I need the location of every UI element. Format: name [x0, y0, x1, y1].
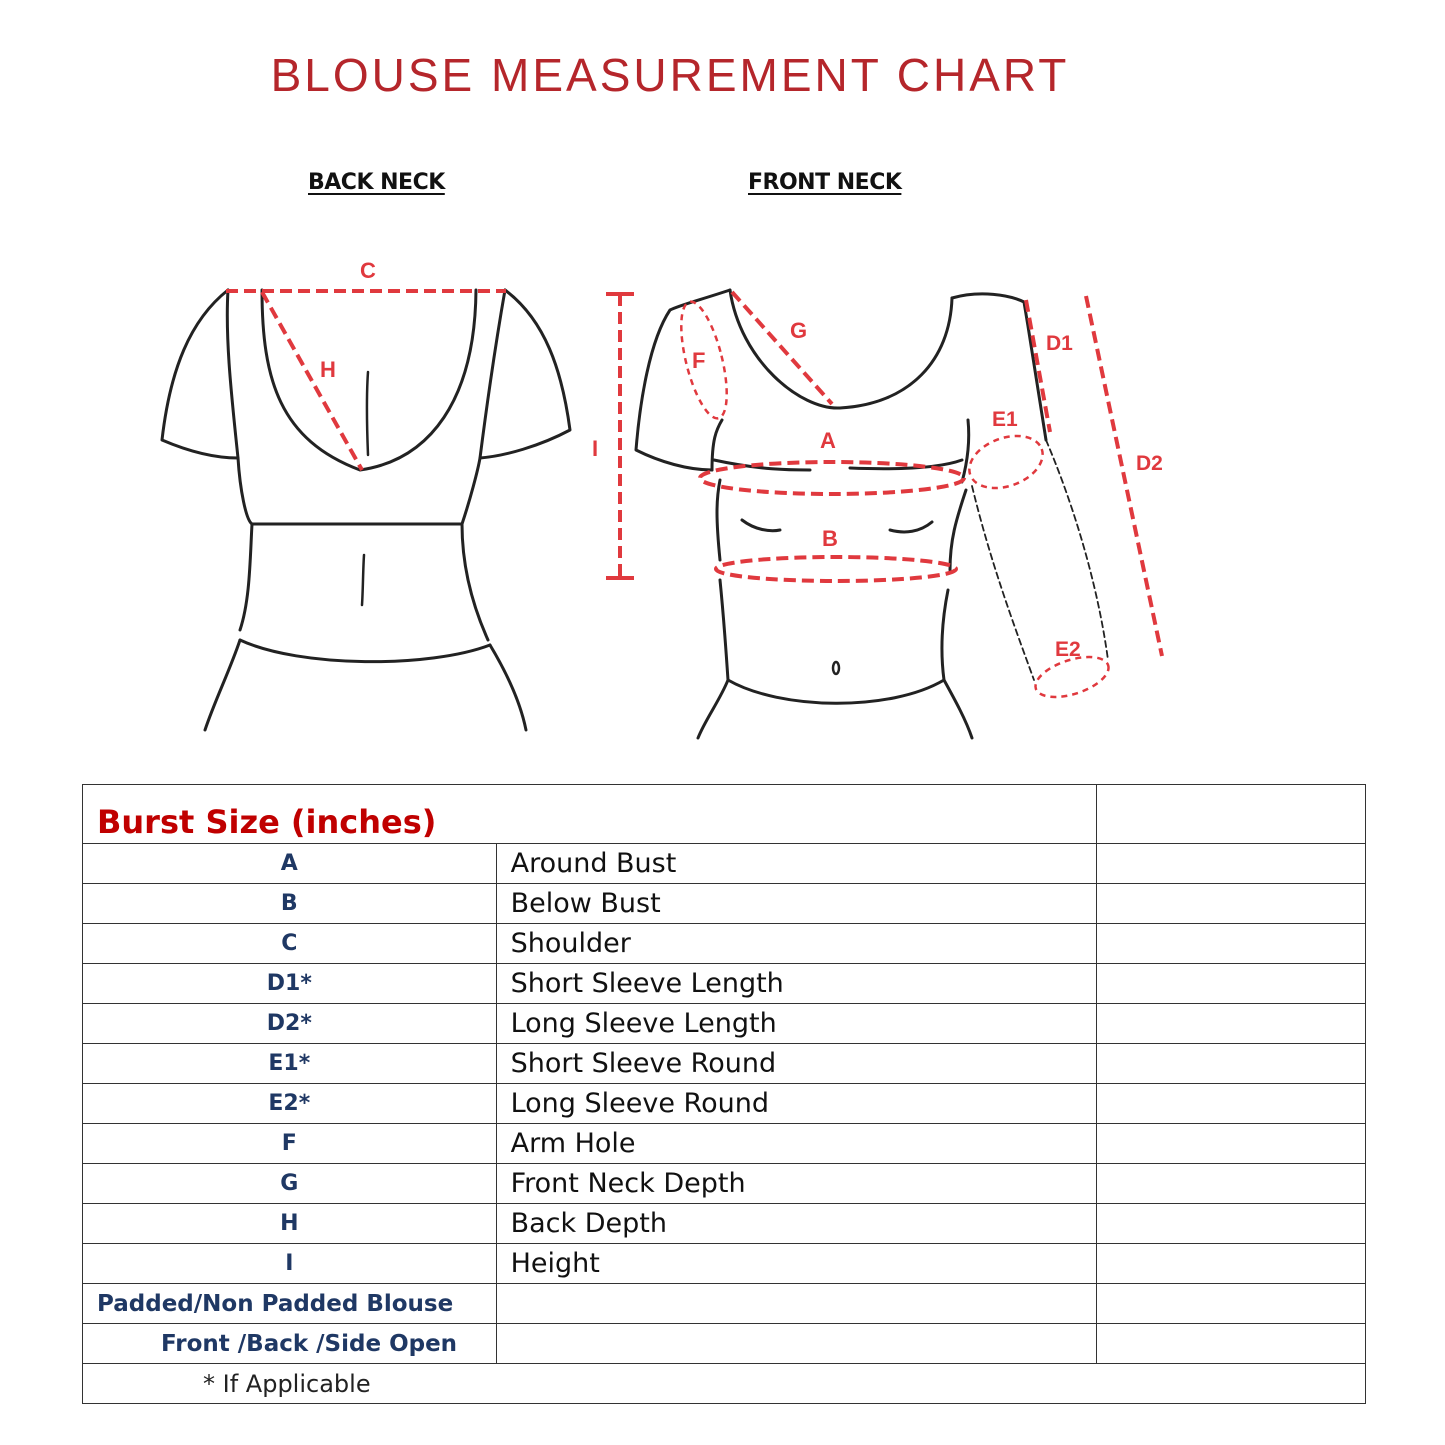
measurement-description: Short Sleeve Length — [496, 964, 1096, 1004]
measurement-description: Long Sleeve Round — [496, 1084, 1096, 1124]
table-row-open — [83, 1324, 1366, 1364]
measurement-description: Long Sleeve Length — [496, 1004, 1096, 1044]
padded-label: Padded/Non Padded Blouse — [83, 1284, 497, 1324]
measurement-code: E2* — [83, 1084, 497, 1124]
label-h: H — [320, 357, 336, 382]
open-extra-cell — [1096, 1324, 1365, 1364]
table-row — [83, 1084, 1366, 1124]
front-neck-label: FRONT NECK — [748, 170, 902, 195]
measurement-rows — [83, 844, 1366, 1284]
table-row — [83, 1204, 1366, 1244]
measurement-value-cell — [1096, 1164, 1365, 1204]
measurement-code: D2* — [83, 1004, 497, 1044]
measurement-value-cell — [1096, 884, 1365, 924]
table-row-padded — [83, 1284, 1366, 1324]
measurement-code: B — [83, 884, 497, 924]
label-d2: D2 — [1136, 452, 1163, 475]
open-value-cell — [496, 1324, 1096, 1364]
measurement-code: G — [83, 1164, 497, 1204]
padded-value-cell — [496, 1284, 1096, 1324]
front-measure-fine — [672, 297, 1113, 704]
table-row — [83, 1004, 1366, 1044]
header-value-cell — [1096, 785, 1365, 844]
measurement-description: Arm Hole — [496, 1124, 1096, 1164]
padded-extra-cell — [1096, 1284, 1365, 1324]
table-row — [83, 1164, 1366, 1204]
measurement-value-cell — [1096, 964, 1365, 1004]
measurement-code: D1* — [83, 964, 497, 1004]
label-c: C — [360, 258, 376, 283]
front-measure-lines — [606, 292, 1162, 656]
label-g: G — [790, 318, 808, 343]
table-row — [83, 924, 1366, 964]
measurement-code: H — [83, 1204, 497, 1244]
page-title: BLOUSE MEASUREMENT CHART — [270, 49, 1070, 101]
table-row — [83, 884, 1366, 924]
measurement-code: E1* — [83, 1044, 497, 1084]
table-row — [83, 1244, 1366, 1284]
measurement-description: Shoulder — [496, 924, 1096, 964]
label-b: B — [822, 526, 838, 551]
measurement-description: Back Depth — [496, 1204, 1096, 1244]
back-neck-label: BACK NECK — [308, 170, 445, 195]
measurement-code: A — [83, 844, 497, 884]
label-f: F — [692, 348, 706, 373]
measurement-code: I — [83, 1244, 497, 1284]
table-row — [83, 1044, 1366, 1084]
back-neck-figure — [162, 290, 570, 730]
label-i: I — [592, 436, 599, 461]
label-a: A — [820, 428, 836, 453]
measurement-value-cell — [1096, 844, 1365, 884]
measurement-value-cell — [1096, 1204, 1365, 1244]
measurement-description: Height — [496, 1244, 1096, 1284]
measurement-description: Front Neck Depth — [496, 1164, 1096, 1204]
applicable-note: * If Applicable — [83, 1364, 1366, 1404]
label-d1: D1 — [1046, 332, 1073, 355]
measurement-table — [82, 784, 1366, 1404]
label-e1: E1 — [992, 408, 1018, 431]
back-measure-lines — [226, 291, 506, 470]
measurement-description: Below Bust — [496, 884, 1096, 924]
label-e2: E2 — [1055, 638, 1081, 661]
table-row — [83, 844, 1366, 884]
measurement-description: Around Bust — [496, 844, 1096, 884]
table-row — [83, 1124, 1366, 1164]
table-header-row — [83, 785, 1366, 844]
measurement-value-cell — [1096, 924, 1365, 964]
measurement-value-cell — [1096, 1084, 1365, 1124]
measurement-value-cell — [1096, 1244, 1365, 1284]
table-row — [83, 964, 1366, 1004]
table-row-note — [83, 1364, 1366, 1404]
measurement-code: F — [83, 1124, 497, 1164]
measurement-value-cell — [1096, 1004, 1365, 1044]
measurement-code: C — [83, 924, 497, 964]
measurement-value-cell — [1096, 1124, 1365, 1164]
open-label: Front /Back /Side Open — [83, 1324, 497, 1364]
table-header: Burst Size (inches) — [83, 785, 1097, 844]
measurement-value-cell — [1096, 1044, 1365, 1084]
measurement-description: Short Sleeve Round — [496, 1044, 1096, 1084]
